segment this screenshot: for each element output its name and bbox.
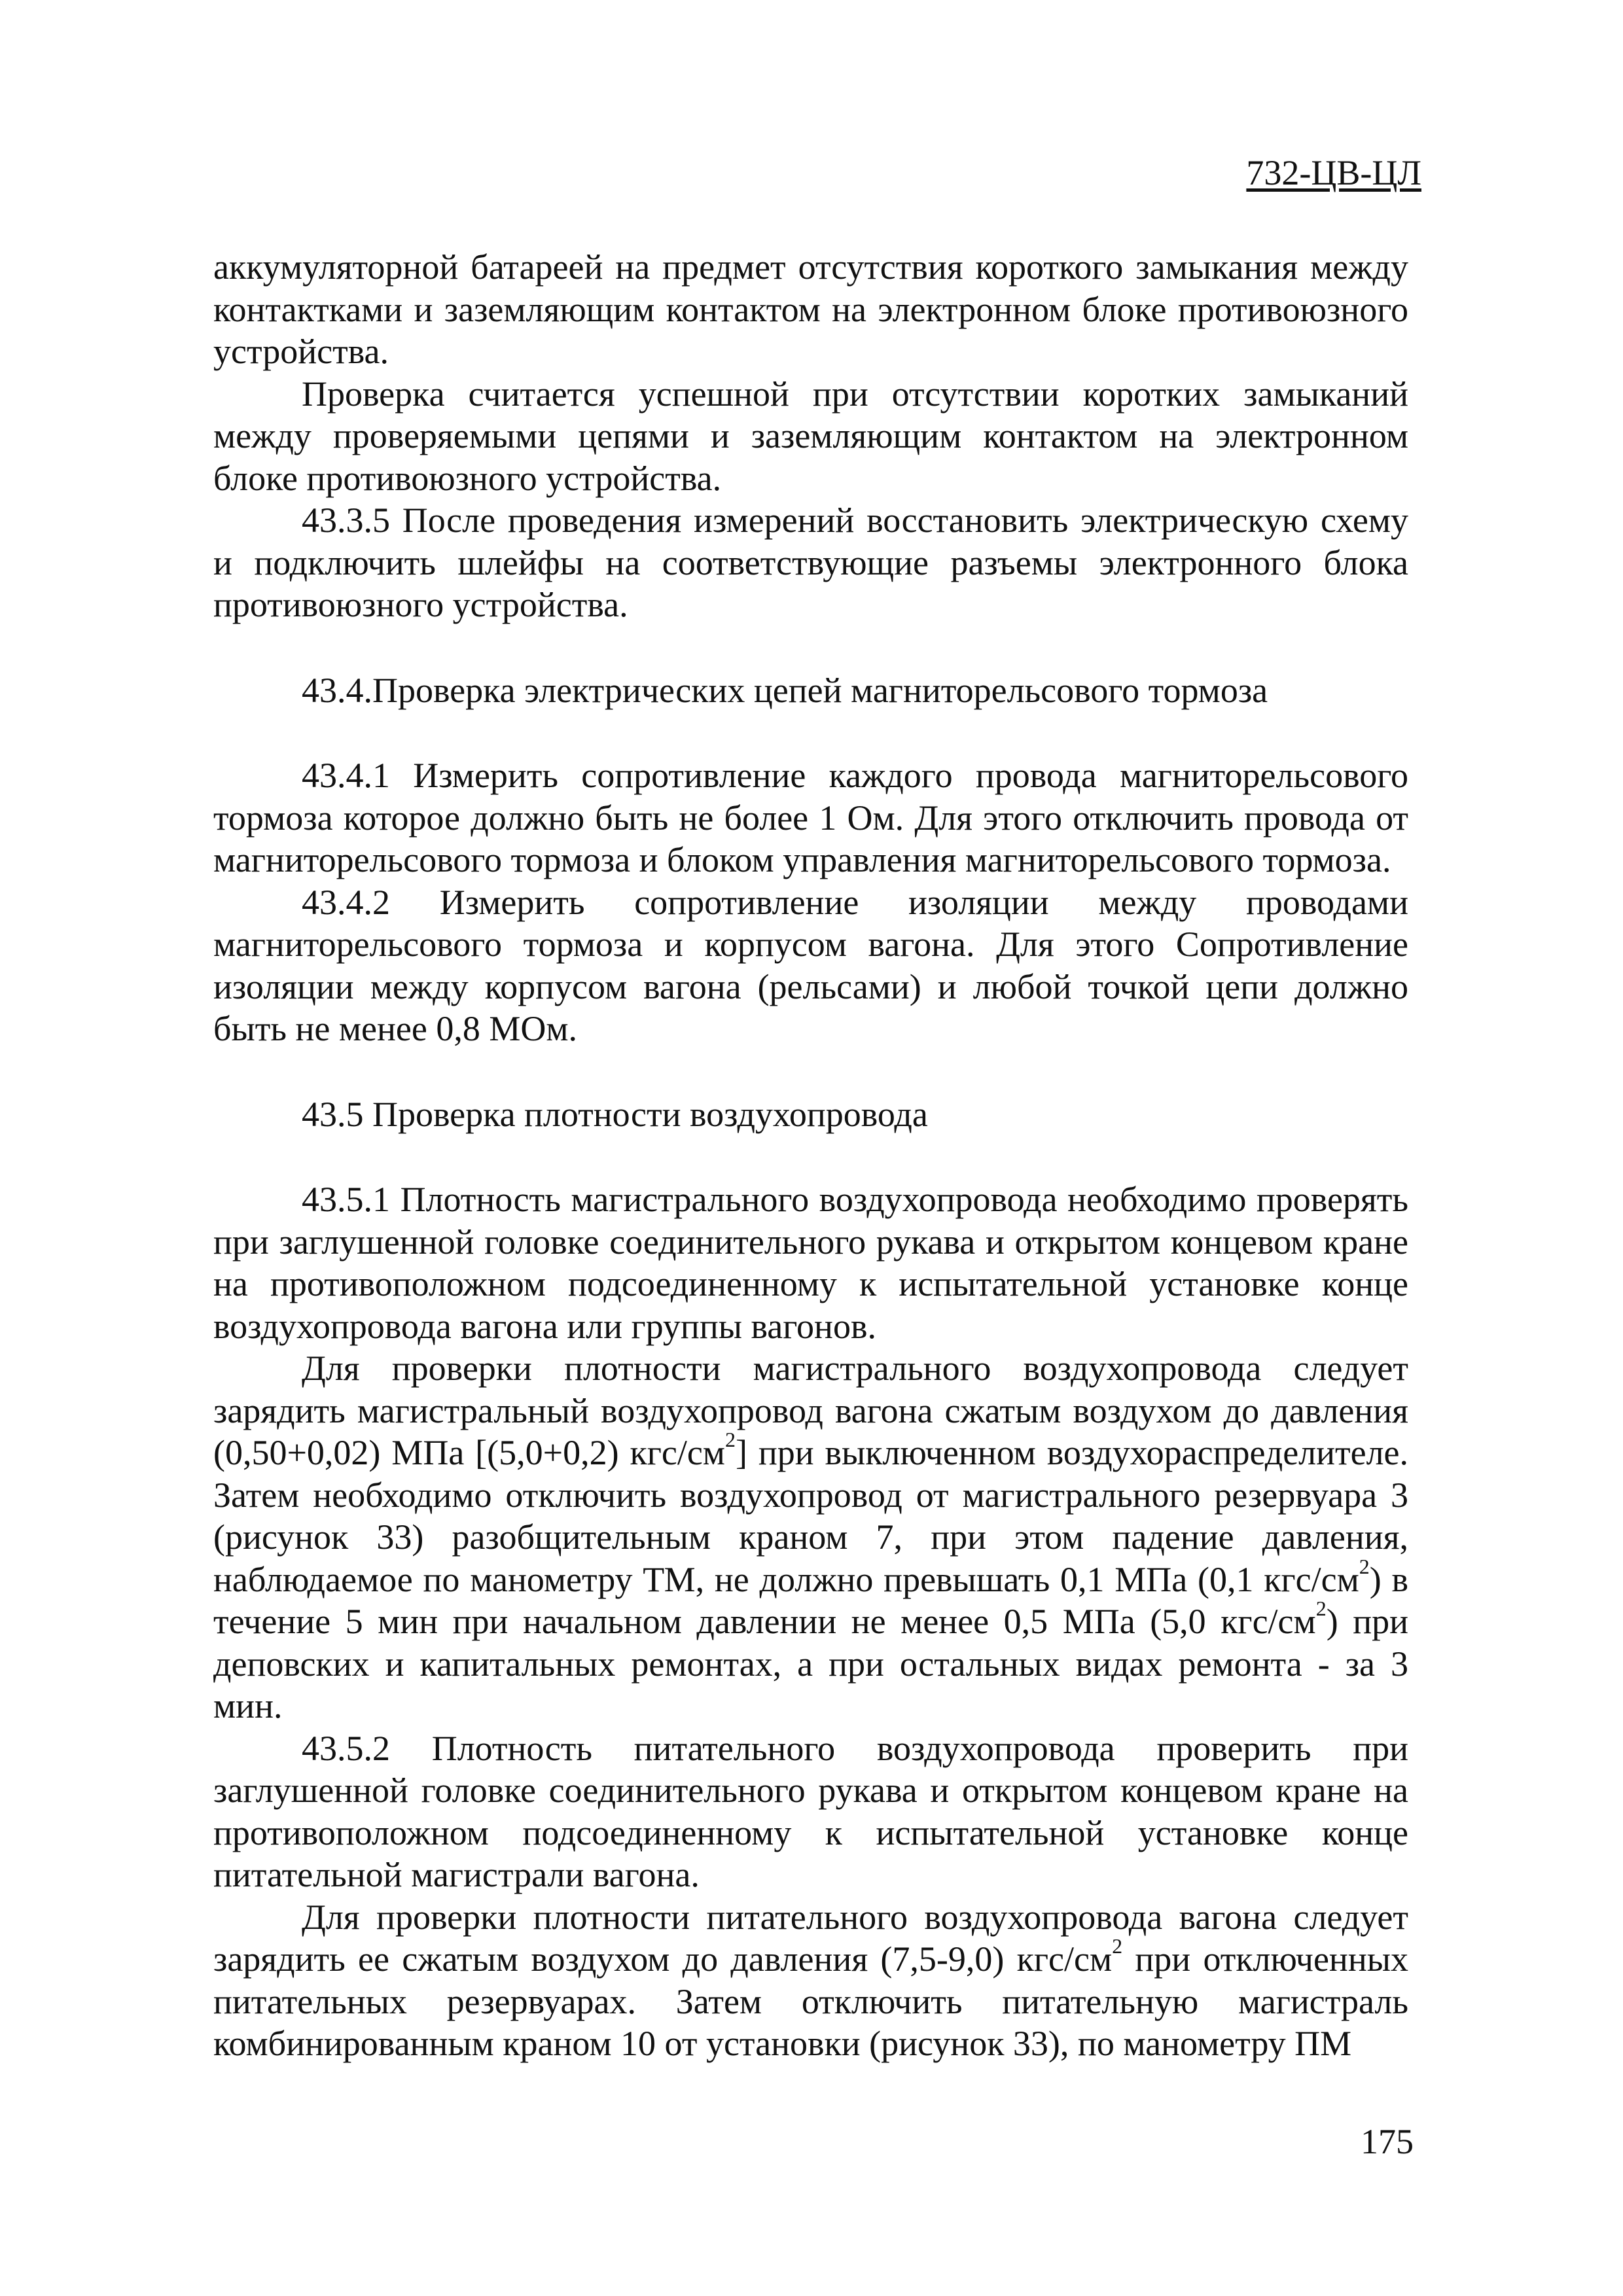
paragraph-43-5-2: 43.5.2 Плотность питательного воздухопровода проверить при заглушенной головке соединительного рукава и открытом концевом кране на противоположном подсоединенному к испытательной установке конце питательной магистрали вагона. [213, 1728, 1408, 1894]
section-heading-43-4: 43.4.Проверка электрических цепей магниторельсового тормоза [302, 670, 1268, 710]
paragraph-43-4-1: 43.4.1 Измерить сопротивление каждого провода магниторельсового тормоза которое должно быть не более 1 Ом. Для этого отключить провода от магниторельсового тормоза и блоком управления магниторельсового тормоза. [213, 756, 1408, 879]
text-run: ] при выключенном воздухораспределителе. Затем необходимо отключить воздухопровод от магистрального резервуара 3 (рисунок 33) разобщительным краном 7, при этом падение давления, наблюдаемое по манометру ТМ, не должно превышать 0,1 МПа (0,1 кгс/см [213, 1433, 1408, 1599]
text-run: ) при деповских и капитальных ремонтах, а при остальных видах ремонта - за 3 мин. [213, 1602, 1409, 1725]
page-number: 175 [1361, 2122, 1414, 2161]
section-heading-43-5: 43.5 Проверка плотности воздухопровода [302, 1094, 928, 1134]
superscript: 2 [1112, 1934, 1123, 1958]
paragraph-feed-pipe-check [213, 1896, 1408, 2065]
paragraph-43-5-1: 43.5.1 Плотность магистрального воздухопровода необходимо проверять при заглушенной головке соединительного рукава и открытом концевом кране на противоположном подсоединенному к испытательной установке конце воздухопровода вагона или группы вагонов. [213, 1180, 1408, 1346]
paragraph: аккумуляторной батареей на предмет отсутствия короткого замыкания между контактками и заземляющим контактом на электронном блоке противоюзного устройства. [213, 247, 1408, 371]
paragraph-43-3-5: 43.3.5 После проведения измерений восстановить электрическую схему и подключить шлейфы на соответствующие разъемы электронного блока противоюзного устройства. [213, 501, 1408, 624]
text-run: Для проверки плотности магистрального воздухопровода следует зарядить магистральный воздухопровод вагона сжатым воздухом до давления (0,50+0,02) МПа [(5,0+0,2) кгс/см [213, 1349, 1408, 1472]
paragraph-43-4-2: 43.4.2 Измерить сопротивление изоляции между проводами магниторельсового тормоза и корпусом вагона. Для этого Сопротивление изоляции между корпусом вагона (рельсами) и любой точкой цепи должно быть не менее 0,8 МОм. [213, 882, 1408, 1048]
paragraph-main-pipe-check [213, 1347, 1408, 1727]
document-code: 732-ЦВ-ЦЛ [1246, 153, 1421, 192]
paragraph: Проверка считается успешной при отсутствии коротких замыканий между проверяемыми цепями и заземляющим контактом на электронном блоке противоюзного устройства. [213, 374, 1408, 498]
document-body [213, 246, 1408, 2065]
superscript: 2 [1359, 1554, 1370, 1578]
text-run: ) в течение 5 мин при начальном давлении не менее 0,5 МПа (5,0 кгс/см [213, 1559, 1409, 1641]
superscript: 2 [1315, 1596, 1327, 1620]
text-run: Для проверки плотности питательного воздухопровода вагона следует зарядить ее сжатым воздухом до давления (7,5-9,0) кгс/см [213, 1897, 1408, 1979]
text-run: при отключенных питательных резервуарах. Затем отключить питательную магистраль комбинированным краном 10 от установки (рисунок 33), по манометру ПМ [213, 1939, 1408, 2063]
superscript: 2 [724, 1427, 736, 1451]
